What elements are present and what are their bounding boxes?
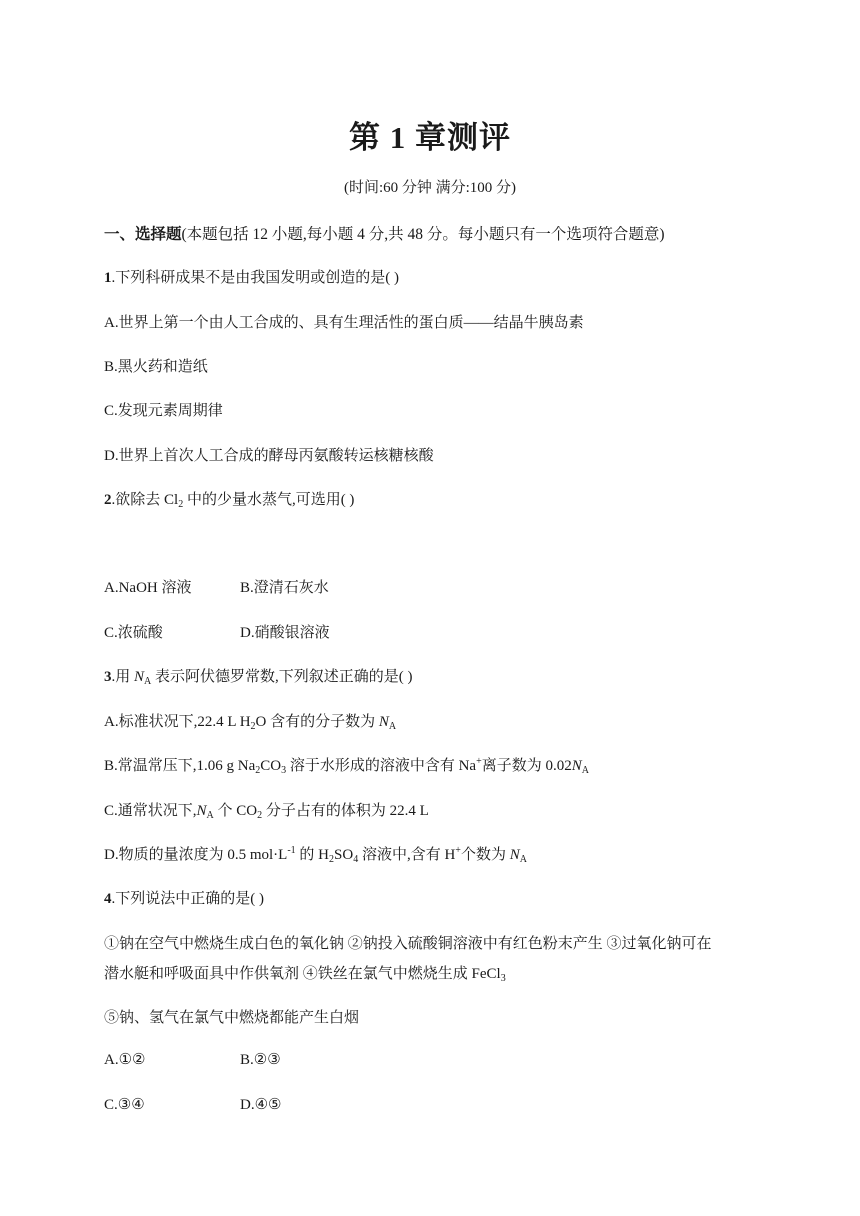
q1-option-b: B.黑火药和造纸 [104, 359, 208, 375]
question-1-stem [104, 266, 399, 287]
question-text: 中的少量水蒸气,可选用( ) [183, 492, 355, 508]
option-text: 个数为 [460, 847, 510, 863]
avogadro-symbol: N [509, 847, 520, 863]
question-4-stem [104, 887, 264, 908]
section-title: 一、选择题 [104, 226, 182, 243]
exam-info: (时间:60 分钟 满分:100 分) [343, 180, 517, 196]
question-text: .下列科研成果不是由我国发明或创造的是( ) [111, 270, 399, 286]
q4-options-row-2 [104, 1095, 282, 1114]
option-text: 溶于水形成的溶液中含有 Na [286, 758, 477, 774]
q2-option-a: A.NaOH 溶液 [104, 580, 192, 596]
q4-option-b: B.②③ [240, 1052, 281, 1068]
option-text: A.标准状况下,22.4 L H [104, 714, 251, 730]
subscript: A [144, 676, 152, 687]
page-title: 第 1 章测评 [349, 120, 511, 155]
q2-option-b: B.澄清石灰水 [240, 580, 329, 596]
question-number: 2 [104, 492, 112, 508]
option-text: CO [260, 758, 282, 774]
question-text: .用 [111, 669, 135, 685]
question-text: .欲除去 Cl [111, 492, 179, 508]
section-note: (本题包括 12 小题,每小题 4 分,共 48 分。每小题只有一个选项符合题意) [181, 226, 665, 243]
q2-option-d: D.硝酸银溶液 [240, 625, 330, 641]
superscript: + [476, 756, 482, 767]
subscript: 2 [329, 854, 335, 865]
q1-option-c: C.发现元素周期律 [104, 403, 223, 419]
question-number: 1 [104, 270, 112, 286]
q4-options-row-1 [104, 1050, 281, 1069]
q2-option-c: C.浓硫酸 [104, 625, 163, 641]
option-text: 溶液中,含有 H [358, 847, 456, 863]
question-number: 4 [104, 891, 112, 907]
subscript: 2 [255, 765, 261, 776]
avogadro-symbol: N [571, 758, 582, 774]
subscript: A [388, 721, 397, 732]
q4-option-d: D.④⑤ [240, 1097, 282, 1113]
option-text: SO [334, 847, 354, 863]
superscript: -1 [287, 845, 296, 856]
avogadro-symbol: N [378, 714, 389, 730]
avogadro-symbol: N [196, 803, 207, 819]
q1-option-a: A.世界上第一个由人工合成的、具有生理活性的蛋白质——结晶牛胰岛素 [104, 315, 584, 331]
option-text: D.物质的量浓度为 0.5 mol·L [104, 847, 288, 863]
superscript: + [455, 845, 461, 856]
q4-option-a: A.①② [104, 1052, 146, 1068]
q4-option-c: C.③④ [104, 1097, 145, 1113]
subscript: 2 [257, 810, 263, 821]
q4-statement-line-3: ⑤钠、氢气在氯气中燃烧都能产生白烟 [104, 1010, 360, 1026]
q2-options-row-2 [104, 621, 330, 642]
q3-option-b [104, 754, 589, 775]
q2-options-row-1 [104, 576, 329, 597]
option-text: 个 CO [213, 803, 258, 819]
q4-statement-line-2 [104, 962, 506, 983]
question-number: 3 [104, 669, 112, 685]
subscript: 3 [500, 973, 506, 984]
option-text: O 含有的分子数为 [255, 714, 379, 730]
question-text: 表示阿伏德罗常数,下列叙述正确的是( ) [151, 669, 413, 685]
q4-statement-line-1: ①钠在空气中燃烧生成白色的氧化钠 ②钠投入硫酸铜溶液中有红色粉末产生 ③过氧化钠可在 [104, 936, 712, 952]
subscript: 2 [250, 721, 256, 732]
question-text: .下列说法中正确的是( ) [111, 891, 264, 907]
statement-text: 潜水艇和呼吸面具中作供氧剂 ④铁丝在氯气中燃烧生成 FeCl [104, 966, 501, 982]
q3-option-a [104, 710, 396, 731]
subscript: A [581, 765, 589, 776]
question-3-stem [104, 665, 413, 686]
option-text: C.通常状况下, [104, 803, 197, 819]
subscript: A [519, 854, 527, 865]
question-2-stem [104, 488, 354, 509]
option-text: 的 H [295, 847, 330, 863]
avogadro-symbol: N [134, 669, 145, 685]
subscript: 2 [178, 499, 184, 510]
q3-option-c [104, 799, 429, 820]
option-text: 分子占有的体积为 22.4 L [262, 803, 429, 819]
q1-option-d: D.世界上首次人工合成的酵母丙氨酸转运核糖核酸 [104, 448, 434, 464]
option-text: 离子数为 0.02 [481, 758, 572, 774]
subscript: 3 [281, 765, 287, 776]
q3-option-d [104, 843, 527, 864]
subscript: 4 [353, 854, 359, 865]
section-heading [104, 222, 665, 244]
subscript: A [206, 810, 214, 821]
option-text: B.常温常压下,1.06 g Na [104, 758, 256, 774]
